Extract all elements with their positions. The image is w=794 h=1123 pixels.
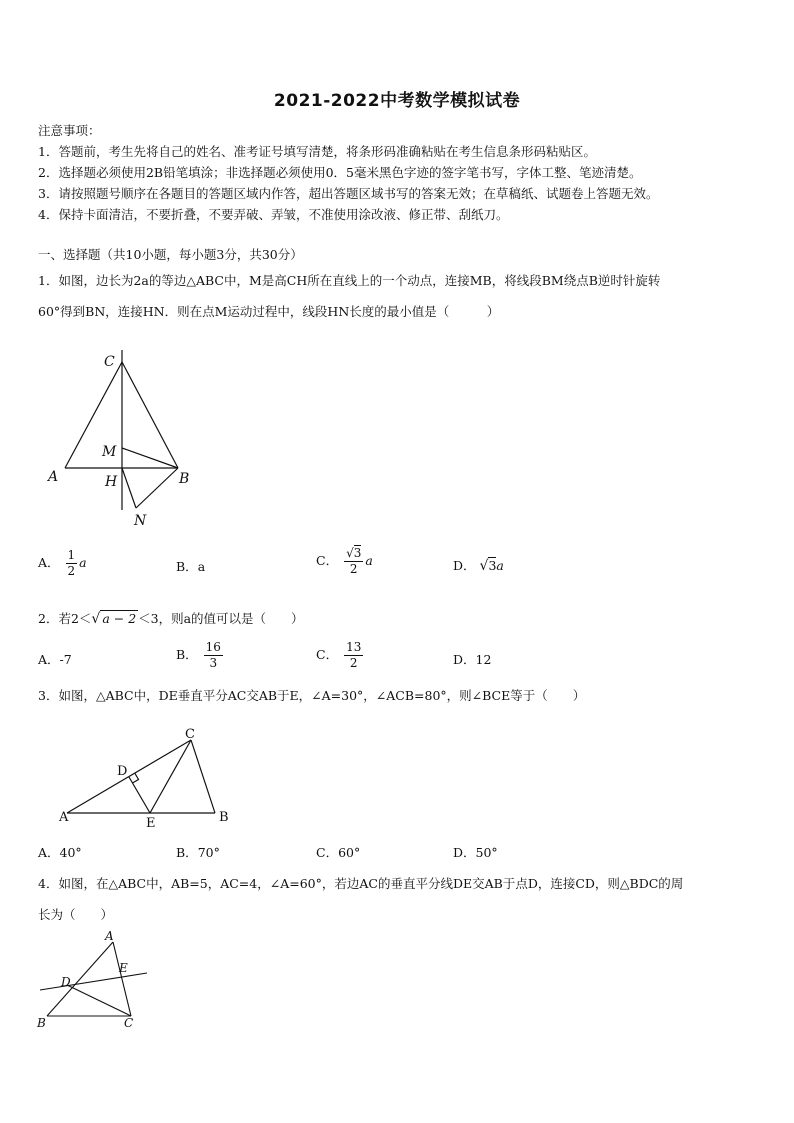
q4-label-e: E [119, 961, 128, 975]
q3-label-b: B [219, 810, 229, 825]
question-1-line-1: 1．如图，边长为2a的等边△ABC中，M是高CH所在直线上的一个动点，连接MB，将线段BM绕点B逆时针旋转 [38, 273, 661, 288]
q1-label-b: B [179, 471, 190, 487]
q3-option-d[interactable]: D．50° [453, 845, 498, 860]
q1-option-d[interactable]: D． √3a [453, 558, 504, 574]
q3-label-c: C [185, 727, 195, 742]
q3-segment-de [129, 777, 150, 813]
page-title: 2021-2022中考数学模拟试卷 [273, 91, 521, 111]
q4-side-ba [47, 942, 113, 1016]
q2-option-d[interactable]: D．12 [453, 652, 492, 667]
q1-option-b[interactable]: B．a [176, 559, 206, 574]
q3-option-b[interactable]: B．70° [176, 845, 220, 860]
q3-option-a[interactable]: A．40° [38, 845, 82, 860]
question-4-line-1: 4．如图，在△ABC中，AB=5，AC=4，∠A=60°，若边AC的垂直平分线DE交AB于点D，连接CD，则△BDC的周 [38, 876, 684, 891]
q1-label-n: N [134, 513, 147, 529]
q1-segment-bn [136, 468, 178, 508]
q4-perpendicular-bisector [40, 973, 147, 990]
notice-block [38, 120, 658, 225]
notice-item: 4．保持卡面清洁，不要折叠，不要弄破、弄皱，不准使用涂改液、修正带、刮纸刀。 [38, 207, 509, 222]
question-2: 2．若2＜√ a − 2 ＜3，则a的值可以是（ ） [38, 611, 304, 627]
q4-label-b: B [37, 1016, 46, 1030]
q3-figure [55, 725, 240, 830]
q4-figure [35, 928, 155, 1033]
q3-side-ac [67, 740, 191, 813]
q2-option-b[interactable]: B． $\frac{16}{3}$ [176, 640, 221, 670]
q3-side-cb [191, 740, 215, 813]
q3-option-c[interactable]: C．60° [316, 845, 361, 860]
question-1-line-2: 60°得到BN，连接HN．则在点M运动过程中，线段HN长度的最小值是（ ） [38, 304, 500, 319]
q3-right-angle-mark [133, 774, 139, 784]
q3-label-e: E [146, 816, 156, 830]
q1-option-c[interactable]: C． $\frac{√3}{2}$ a [316, 546, 373, 576]
question-4-line-2: 长为（ ） [38, 907, 114, 922]
q1-label-a: A [48, 469, 59, 485]
q3-segment-ce [150, 740, 191, 813]
section-heading: 一、选择题（共10小题，每小题3分，共30分） [38, 247, 303, 262]
notice-item: 2．选择题必须使用2B铅笔填涂；非选择题必须使用0．5毫米黑色字迹的签字笔书写，字体工整、笔迹清楚。 [38, 165, 642, 180]
q1-side-cb [122, 362, 178, 468]
q2-option-c[interactable]: C． $\frac{13}{2}$ [316, 640, 362, 670]
q1-label-c: C [104, 354, 115, 370]
q4-label-c: C [124, 1016, 134, 1030]
q1-label-m: M [102, 444, 117, 460]
q3-label-a: A [59, 810, 69, 825]
q1-option-a[interactable]: A． $\frac{1}{2}$ a [38, 548, 87, 578]
q4-label-d: D [61, 975, 71, 989]
notice-item: 1．答题前，考生先将自己的姓名、准考证号填写清楚，将条形码准确粘贴在考生信息条形码粘贴区。 [38, 144, 596, 159]
q1-segment-hn [122, 468, 136, 508]
notice-item: 3．请按照题号顺序在各题目的答题区域内作答，超出答题区域书写的答案无效；在草稿纸、试题卷上答题无效。 [38, 186, 659, 201]
q4-segment-cd [67, 985, 131, 1016]
q4-label-a: A [105, 929, 114, 943]
q3-label-d: D [117, 764, 128, 779]
q4-side-ac [113, 942, 131, 1016]
q1-label-h: H [105, 474, 118, 490]
question-3: 3．如图，△ABC中，DE垂直平分AC交AB于E，∠A=30°，∠ACB=80°，则∠BCE等于（ ） [38, 688, 586, 703]
q1-figure [40, 340, 200, 535]
q2-option-a[interactable]: A．-7 [38, 652, 72, 667]
notice-heading: 注意事项： [38, 123, 101, 138]
